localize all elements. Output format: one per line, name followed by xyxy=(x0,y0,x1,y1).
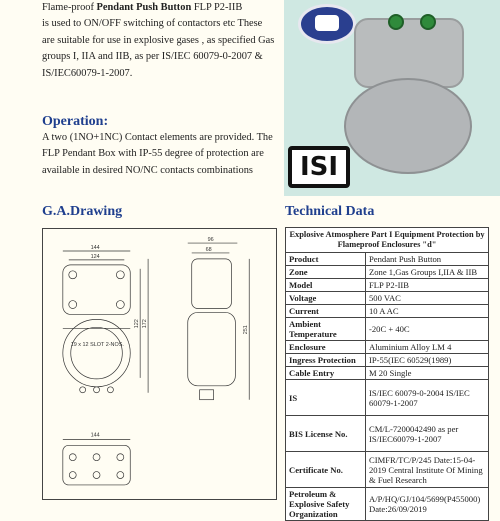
spec-value: CIMFR/TC/P/245 Date:15-04-2019 Central Institute Of Mining & Fuel Research xyxy=(366,452,489,488)
spec-value: IS/IEC 60079-0-2004 IS/IEC 60079-1-2007 xyxy=(366,380,489,416)
spec-key: Model xyxy=(286,279,366,292)
green-button-icon xyxy=(388,14,404,30)
spec-value: 10 A AC xyxy=(366,305,489,318)
green-button-icon xyxy=(420,14,436,30)
table-row xyxy=(286,279,489,292)
dim-bottom-width: 144 xyxy=(90,432,100,439)
spec-key: Zone xyxy=(286,266,366,279)
spec-value: M 20 Single xyxy=(366,367,489,380)
dim-side-height: 251 xyxy=(243,325,250,335)
product-photo xyxy=(284,0,500,196)
spec-value: A/P/HQ/GJ/104/5699(P455000) Date:26/09/2019 xyxy=(366,488,489,521)
table-row xyxy=(286,354,489,367)
dim-width-inner: 124 xyxy=(90,253,100,260)
ga-drawing-heading: G.A.Drawing xyxy=(42,204,123,219)
intro-paragraph xyxy=(42,0,277,82)
certification-logo xyxy=(298,4,356,44)
technical-data-heading: Technical Data xyxy=(285,204,375,219)
dim-height-inner: 122 xyxy=(134,319,141,329)
table-row xyxy=(286,367,489,380)
table-row xyxy=(286,292,489,305)
spec-key: BIS License No. xyxy=(286,416,366,452)
spec-value: Pendant Push Button xyxy=(366,253,489,266)
table-row xyxy=(286,488,489,521)
spec-key: Certificate No. xyxy=(286,452,366,488)
ga-drawing xyxy=(42,228,277,500)
dim-height-outer: 172 xyxy=(142,319,149,329)
spec-key: IS xyxy=(286,380,366,416)
spec-key: Ambient Temperature xyxy=(286,318,366,341)
ga-drawing-svg xyxy=(43,229,276,499)
spec-value: Aluminium Alloy LM 4 xyxy=(366,341,489,354)
spec-value: IP-55(IEC 60529(1989) xyxy=(366,354,489,367)
dim-width-outer: 144 xyxy=(90,244,100,251)
intro-model: FLP P2-IIB xyxy=(191,2,243,13)
table-row xyxy=(286,341,489,354)
isi-mark-logo: ISI xyxy=(288,146,350,188)
table-row xyxy=(286,416,489,452)
spec-key: Petroleum & Explosive Safety Organization xyxy=(286,488,366,521)
spec-key: Product xyxy=(286,253,366,266)
spec-value: FLP P2-IIB xyxy=(366,279,489,292)
operation-text: A two (1NO+1NC) Contact elements are provided. The FLP Pendant Box with IP-55 degree of protection are available in desired NO/NC contacts combinations xyxy=(42,132,273,176)
spec-value: CM/L-7200042490 as per IS/IEC60079-1-2007 xyxy=(366,416,489,452)
spec-value: Zone 1,Gas Groups I,IIA & IIB xyxy=(366,266,489,279)
table-title: Explosive Atmosphere Part I Equipment Protection by Flameproof Enclosures "d" xyxy=(286,228,489,253)
table-row xyxy=(286,318,489,341)
spec-value: 500 VAC xyxy=(366,292,489,305)
intro-body: is used to ON/OFF switching of contactors etc These are suitable for use in explosive gases , as specified Gas groups I, IIA and IIB, as per IS/IEC 60079-0-2007 & IS/IEC60079-1-2007. xyxy=(42,18,275,79)
table-row xyxy=(286,266,489,279)
operation-heading: Operation: xyxy=(42,114,109,129)
table-row xyxy=(286,305,489,318)
spec-key: Ingress Protection xyxy=(286,354,366,367)
spec-key: Enclosure xyxy=(286,341,366,354)
dim-side-outer: 96 xyxy=(207,237,214,244)
table-row xyxy=(286,452,489,488)
table-row xyxy=(286,253,489,266)
table-row xyxy=(286,380,489,416)
technical-data-table xyxy=(285,227,489,521)
spec-key: Cable Entry xyxy=(286,367,366,380)
intro-product-name: Pendant Push Button xyxy=(96,2,192,13)
enclosure-bottom-image xyxy=(344,78,472,174)
spec-key: Current xyxy=(286,305,366,318)
dim-side-inner: 68 xyxy=(205,246,212,253)
intro-prefix: Flame-proof xyxy=(42,2,97,13)
spec-value: -20C + 40C xyxy=(366,318,489,341)
dim-slot: 19 x 12 SLOT 2-NOS. xyxy=(70,342,124,349)
table-header-row xyxy=(286,228,489,253)
spec-key: Voltage xyxy=(286,292,366,305)
